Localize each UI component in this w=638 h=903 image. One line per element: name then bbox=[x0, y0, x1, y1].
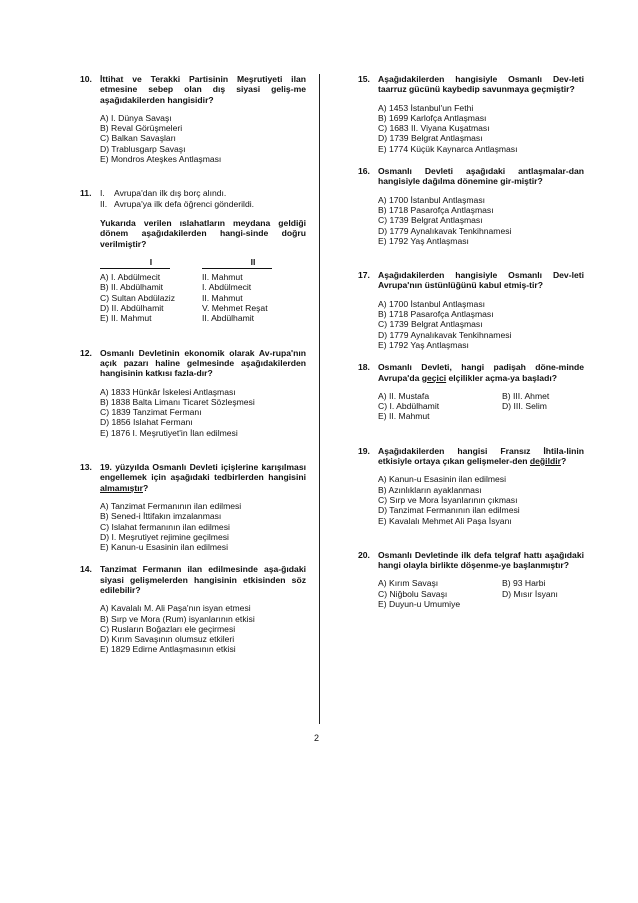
option-e: E) 1876 I. Meşrutiyet'in İlan edilmesi bbox=[100, 427, 238, 438]
option-part-2: II. Mahmut bbox=[202, 292, 243, 303]
option-a: A) I. Dünya Savaşı bbox=[100, 112, 172, 123]
option-e: E) 1792 Yaş Antlaşması bbox=[378, 339, 469, 350]
premise-text: Avrupa'dan ilk dış borç alındı. bbox=[114, 188, 227, 199]
option-d: D) 1739 Belgrat Antlaşması bbox=[378, 133, 483, 144]
question-stem: Tanzimat Fermanın ilan edilmesinde aşa-ğıdaki siyasi gelişmelerden hangisinin etkisinden söz edilebilir? bbox=[100, 564, 306, 595]
question-stem: Osmanlı Devletinin ekonomik olarak Av-rupa'nın açık pazarı haline gelmesinde aşağıdakilerden hangisinin katkısı fazla-dır? bbox=[100, 347, 306, 379]
option-c: C) Niğbolu Savaşı bbox=[378, 588, 448, 599]
option-e: E) II. Mahmut bbox=[378, 411, 430, 422]
option-e: E) 1792 Yaş Antlaşması bbox=[378, 235, 469, 246]
question-stem bbox=[378, 362, 584, 383]
option-row bbox=[378, 401, 584, 411]
question-stem: İttihat ve Terakki Partisinin Meşrutiyeti ilan etmesine sebep olan dış siyasi geliş-me aşağıdakilerden hangisidir? bbox=[100, 74, 306, 105]
option-b: B) Reval Görüşmeleri bbox=[100, 123, 183, 134]
option-e: E) 1829 Edirne Antlaşmasının etkisi bbox=[100, 644, 236, 655]
option-b: B) Sened-i İttifakın imzalanması bbox=[100, 511, 222, 522]
option-part-1: B) II. Abdülhamit bbox=[100, 282, 164, 293]
option-d bbox=[100, 303, 306, 313]
option-a: A) Tanzimat Fermanının ilan edilmesi bbox=[100, 500, 242, 511]
premise-number: I. bbox=[100, 188, 105, 199]
question-number: 11. bbox=[80, 188, 92, 199]
option-e: E) Mondros Ateşkes Antlaşması bbox=[100, 154, 222, 165]
premise-text: Avrupa'ya ilk defa öğrenci gönderildi. bbox=[114, 198, 255, 209]
option-a: A) 1453 İstanbul'un Fethi bbox=[378, 102, 474, 113]
option-d: D) Trablusgarp Savaşı bbox=[100, 143, 186, 154]
option-b: B) 1699 Karlofça Antlaşması bbox=[378, 112, 487, 123]
page-number: 2 bbox=[314, 733, 320, 743]
question-stem: Yukarıda verilen ıslahatların meydana geldiği dönem aşağıdakilerden hangi-sinde doğru verilmiştir? bbox=[100, 217, 306, 249]
column-header-2: II bbox=[250, 256, 256, 267]
option-part-1: D) II. Abdülhamit bbox=[100, 303, 164, 314]
question-number: 20. bbox=[358, 549, 370, 560]
option-d: D) I. Meşrutiyet rejimine geçilmesi bbox=[100, 531, 229, 542]
options-list bbox=[378, 195, 584, 246]
stem-text-end: ? bbox=[560, 456, 567, 467]
option-part-2: II. Abdülhamit bbox=[202, 313, 255, 324]
option-e: E) Duyun-u Umumiye bbox=[378, 598, 461, 609]
option-d: D) III. Selim bbox=[502, 401, 547, 412]
question-number: 10. bbox=[80, 74, 92, 84]
options-list bbox=[378, 103, 584, 154]
option-c: C) 1683 II. Viyana Kuşatması bbox=[378, 123, 490, 134]
option-c: C) Islahat fermanının ilan edilmesi bbox=[100, 521, 230, 532]
question-18 bbox=[358, 362, 584, 421]
option-c bbox=[100, 293, 306, 303]
option-d: D) 1779 Aynalıkavak Tenkihnamesi bbox=[378, 329, 512, 340]
options-list bbox=[378, 391, 584, 422]
option-e: E) Kanun-u Esasinin ilan edilmesi bbox=[100, 542, 229, 553]
options-list bbox=[100, 387, 306, 438]
option-b: B) III. Ahmet bbox=[502, 390, 550, 401]
option-row bbox=[378, 391, 584, 401]
options-list bbox=[100, 603, 306, 654]
stem-text: Aşağıdakilerden hangisi Fransız İhtila-linin etkisiyle ortaya çıkan gelişmeler-den bbox=[378, 445, 584, 467]
question-14 bbox=[80, 564, 306, 654]
header-rules bbox=[100, 268, 306, 269]
premise-1 bbox=[100, 188, 306, 198]
option-part-2: V. Mehmet Reşat bbox=[202, 303, 268, 314]
question-19 bbox=[358, 446, 584, 526]
right-column bbox=[358, 74, 584, 609]
option-part-2: I. Abdülmecit bbox=[202, 282, 252, 293]
options-list bbox=[378, 474, 584, 525]
question-number: 17. bbox=[358, 270, 370, 281]
option-c: C) I. Abdülhamit bbox=[378, 401, 440, 412]
question-stem: Osmanlı Devletinde ilk defa telgraf hattı aşağıdaki hangi olayla birlikte döşenme-ye başlanmıştır? bbox=[378, 549, 584, 571]
option-b: B) Sırp ve Mora (Rum) isyanlarının etkisi bbox=[100, 613, 255, 624]
option-b: B) Azınlıkların ayaklanması bbox=[378, 484, 482, 495]
option-part-2: II. Mahmut bbox=[202, 272, 243, 283]
option-b bbox=[100, 282, 306, 292]
option-d: D) Kırım Savaşının olumsuz etkileri bbox=[100, 634, 235, 645]
stem-underlined: almamıştır bbox=[100, 482, 143, 493]
column-header-1: I bbox=[149, 256, 153, 267]
option-c: C) 1839 Tanzimat Fermanı bbox=[100, 407, 202, 418]
question-number: 14. bbox=[80, 564, 92, 575]
option-part-1: E) II. Mahmut bbox=[100, 313, 152, 324]
left-column bbox=[80, 74, 306, 655]
option-part-1: C) Sultan Abdülaziz bbox=[100, 292, 175, 303]
option-a: A) 1833 Hünkâr İskelesi Antlaşması bbox=[100, 386, 236, 397]
option-a: A) Kanun-u Esasinin ilan edilmesi bbox=[378, 474, 507, 485]
stem-text-end: ? bbox=[143, 482, 149, 493]
option-c: C) 1739 Belgrat Antlaşması bbox=[378, 215, 483, 226]
option-c: C) Balkan Savaşları bbox=[100, 133, 176, 144]
option-a: A) II. Mustafa bbox=[378, 390, 430, 401]
stem-underlined: geçici bbox=[421, 372, 447, 383]
options-list bbox=[378, 578, 584, 609]
question-stem bbox=[378, 446, 584, 467]
question-12 bbox=[80, 348, 306, 438]
option-e bbox=[100, 313, 306, 323]
option-b: B) 93 Harbi bbox=[502, 578, 546, 589]
question-number: 13. bbox=[80, 462, 92, 473]
option-c: C) Sırp ve Mora İsyanlarının çıkması bbox=[378, 494, 518, 505]
option-a bbox=[100, 272, 306, 282]
question-11 bbox=[80, 188, 306, 323]
option-part-1: A) I. Abdülmecit bbox=[100, 272, 161, 283]
options-list bbox=[100, 113, 306, 164]
question-number: 18. bbox=[358, 362, 370, 373]
question-stem: Aşağıdakilerden hangisiyle Osmanlı Dev-leti taarruz gücünü kaybedip savunmaya geçmiştir? bbox=[378, 74, 584, 95]
match-header bbox=[100, 257, 306, 267]
options-list bbox=[378, 299, 584, 350]
question-15 bbox=[358, 74, 584, 154]
option-e: E) Kavalalı Mehmet Ali Paşa İsyanı bbox=[378, 515, 512, 526]
option-b: B) 1718 Pasarofça Antlaşması bbox=[378, 204, 494, 215]
question-stem bbox=[100, 462, 306, 493]
stem-text-end: elçilikler açma-ya başladı? bbox=[446, 372, 557, 383]
question-13 bbox=[80, 462, 306, 552]
option-b: B) 1838 Balta Limanı Ticaret Sözleşmesi bbox=[100, 396, 255, 407]
option-c: C) Rusların Boğazları ele geçirmesi bbox=[100, 623, 236, 634]
question-number: 16. bbox=[358, 166, 370, 177]
option-e: E) 1774 Küçük Kaynarca Antlaşması bbox=[378, 143, 518, 154]
option-row bbox=[378, 578, 584, 588]
option-c: C) 1739 Belgrat Antlaşması bbox=[378, 319, 483, 330]
option-d: D) Mısır İsyanı bbox=[502, 588, 558, 599]
option-a: A) Kavalalı M. Ali Paşa'nın isyan etmesi bbox=[100, 603, 251, 614]
question-number: 15. bbox=[358, 74, 370, 84]
question-17 bbox=[358, 270, 584, 350]
premise-2 bbox=[100, 199, 306, 209]
option-d: D) 1856 Islahat Fermanı bbox=[100, 417, 193, 428]
option-d: D) 1779 Aynalıkavak Tenkihnamesi bbox=[378, 225, 512, 236]
stem-text: Osmanlı Devleti, hangi padişah döne-minde Avrupa'da bbox=[378, 362, 584, 383]
option-a: A) Kırım Savaşı bbox=[378, 578, 439, 589]
question-number: 12. bbox=[80, 347, 92, 358]
question-20 bbox=[358, 550, 584, 609]
option-a: A) 1700 İstanbul Antlaşması bbox=[378, 298, 486, 309]
options-list bbox=[100, 272, 306, 323]
option-row bbox=[378, 589, 584, 599]
options-list bbox=[100, 501, 306, 552]
option-d: D) Tanzimat Fermanının ilan edilmesi bbox=[378, 505, 520, 516]
option-b: B) 1718 Pasarofça Antlaşması bbox=[378, 309, 494, 320]
option-a: A) 1700 İstanbul Antlaşması bbox=[378, 194, 486, 205]
question-stem: Aşağıdakilerden hangisiyle Osmanlı Dev-leti Avrupa'nın üstünlüğünü kabul etmiş-tir? bbox=[378, 270, 584, 291]
question-number: 19. bbox=[358, 445, 370, 456]
stem-underlined: değildir bbox=[529, 456, 561, 467]
question-16 bbox=[358, 166, 584, 246]
question-stem: Osmanlı Devleti aşağıdaki antlaşmalar-dan hangisiyle dağılma dönemine gir-miştir? bbox=[378, 166, 584, 187]
stem-text: 19. yüzyılda Osmanlı Devleti içişlerine karışılması engellemek için aşağıdaki tedbirlerden hangisini bbox=[100, 462, 306, 483]
premise-number: II. bbox=[100, 198, 108, 209]
column-divider bbox=[319, 74, 320, 724]
question-10 bbox=[80, 74, 306, 164]
